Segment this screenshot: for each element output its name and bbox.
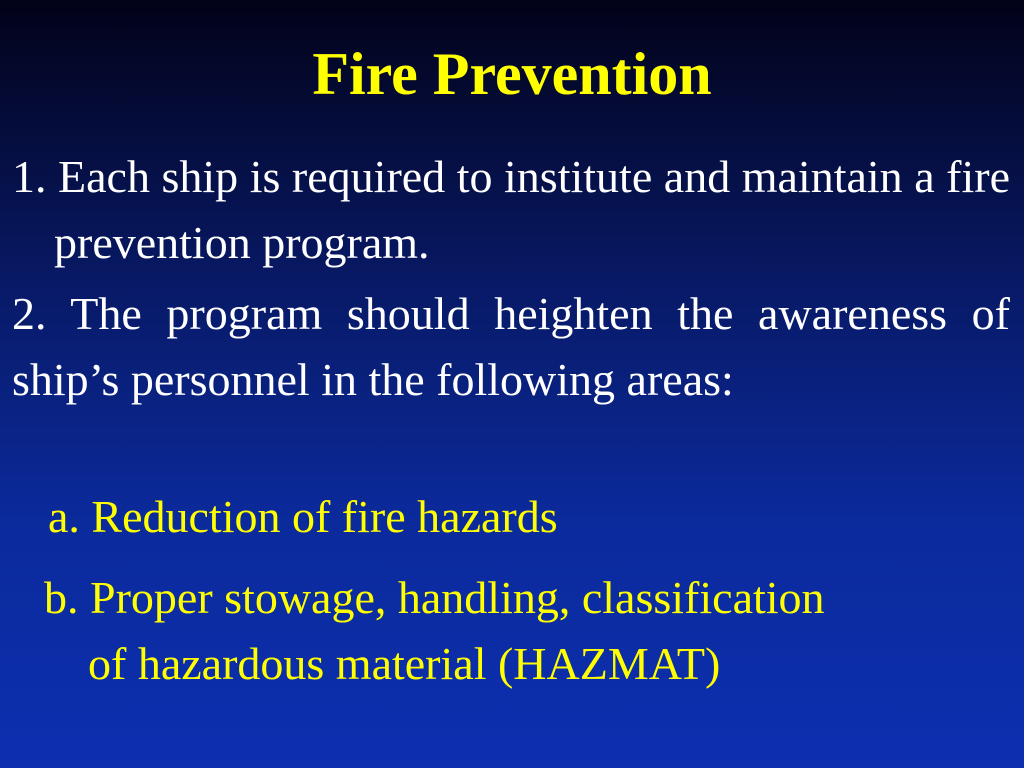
subitem-b: b. Proper stowage, handling, classification <box>44 572 825 623</box>
list-item-2: 2. The program should heighten the awareness of ship’s personnel in the following areas: <box>12 288 1010 405</box>
list-item-1: 1. Each ship is required to institute and maintain a fire prevention program. <box>12 151 1010 268</box>
subitem-b-continuation: of hazardous material (HAZMAT) <box>88 638 721 689</box>
slide-title: Fire Prevention <box>312 41 712 107</box>
subitem-a: a. Reduction of fire hazards <box>48 491 558 542</box>
